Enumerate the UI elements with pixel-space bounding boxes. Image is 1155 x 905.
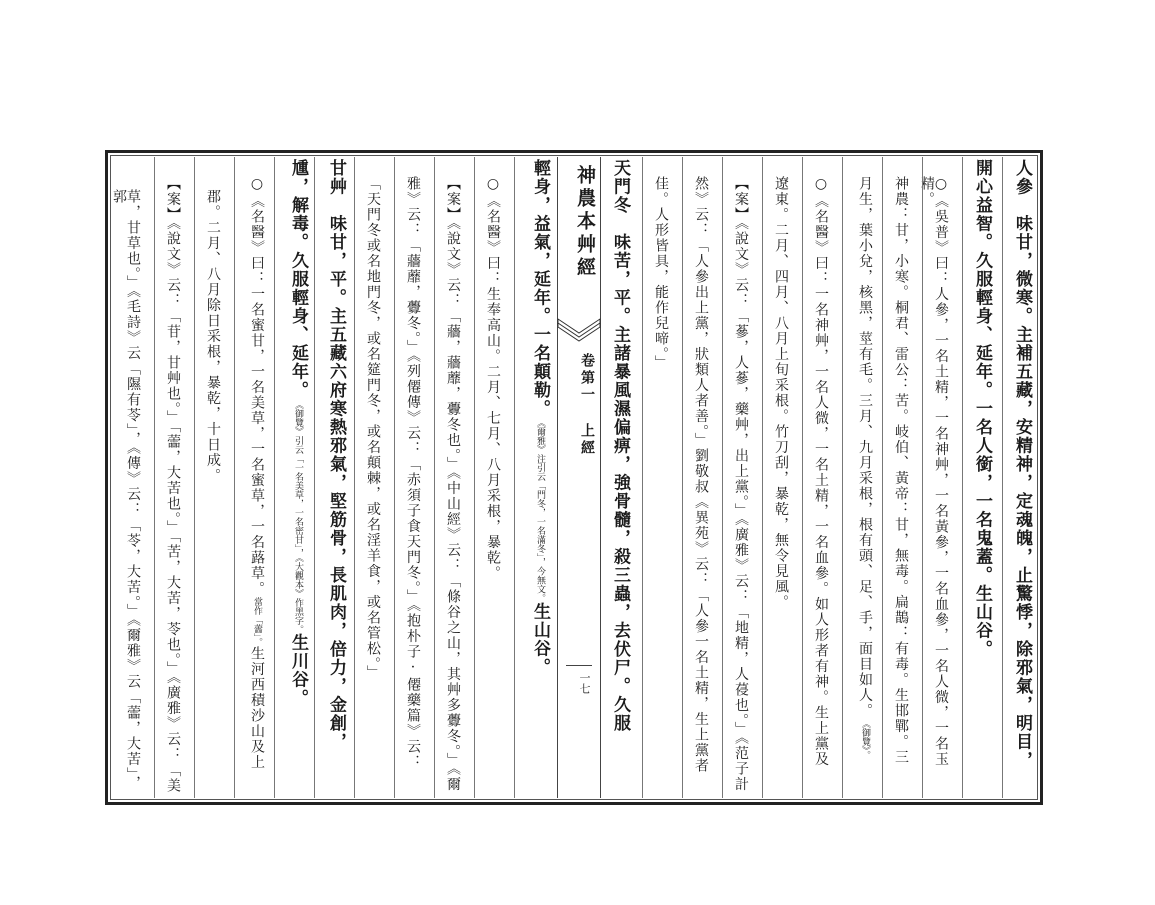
column-rule	[642, 157, 643, 798]
interlinear-note: 《御覽》。	[860, 718, 870, 759]
column-rule	[1002, 157, 1003, 798]
text-column: ○《吳普》曰：人參，一名土精，一名神艸，一名黃參，一名血參，一名人微，一名玉精。	[919, 176, 949, 767]
column-rule	[274, 157, 275, 798]
juan-label: 卷第一 上經	[579, 353, 595, 457]
text-column: 人參 味甘，微寒。主補五藏，安精神，定魂魄，止驚悸，除邪氣，明目，	[1012, 159, 1032, 770]
text-column: 神農：甘，小寒。桐君、雷公：苦。岐伯、黃帝：甘，無毒。扁鵲：有毒。生邯鄲。三	[893, 176, 909, 765]
fish-tail-mark-icon	[558, 315, 600, 345]
column-rule	[434, 157, 435, 798]
text-column: 遼東。二月、四月、八月上旬采根。竹刀刮，暴乾，無令見風。	[773, 176, 789, 610]
text-column: ○《名醫》曰：生奉高山。二月、七月、八月采根，暴乾。	[485, 176, 501, 581]
text-column: 月生，葉小兌，核黑，莖有毛。三月、九月采根，根有頭、足、手，面目如人。《御覽》。	[857, 176, 873, 759]
interlinear-note: 當作「蘦」。	[252, 596, 262, 646]
column-rule	[514, 157, 515, 798]
column-rule	[802, 157, 803, 798]
text-column: 甘艸 味甘，平。主五藏六府寒熱邪氣，堅筋骨，長肌肉，倍力，金創，	[326, 159, 346, 751]
column-rule	[762, 157, 763, 798]
column-rule	[154, 157, 155, 798]
text-column: 草，甘草也。」《毛詩》云「隰有苓」，《傳》云：「苓，大苦。」《爾雅》云「蘦，大苦」，郭	[111, 189, 141, 791]
column-rule	[194, 157, 195, 798]
text-column: 天門冬 味苦，平。主諸暴風濕偏痹，強骨髓，殺三蟲，去伏尸。久服	[610, 159, 630, 733]
column-rule	[682, 157, 683, 798]
column-rule	[314, 157, 315, 798]
text-column: ○《名醫》曰：一名蜜甘，一名美草，一名蜜草，一名蕗草。當作「蘦」。生河西積沙山及上	[249, 176, 265, 770]
text-column: 【案】《說文》云：「蔘，人蔘，藥艸，出上黨。」《廣雅》云：「地精，人葠也。」《范子計	[733, 176, 749, 792]
column-rule	[882, 157, 883, 798]
column-rule	[842, 157, 843, 798]
text-column: 尰，解毒。久服輕身、延年。《御覽》引云「一名美草，一名密甘」，《大觀本》作黑字。生川谷。	[288, 159, 308, 708]
interlinear-note: 《爾雅》注引云「門冬，一名滿冬」，今無文。	[535, 418, 545, 603]
column-rule	[234, 157, 235, 798]
interlinear-note: 《御覽》引云「一名美草，一名密甘」，《大觀本》作黑字。	[293, 399, 303, 634]
text-column: 佳。人形皆具，能作兒啼。」	[653, 176, 669, 371]
text-column: 「天門冬或名地門冬，或名筵門冬，或名顛棘，或名淫羊食，或名管松。」	[365, 176, 381, 681]
text-column: 然》云：「人參出上黨，狀類人者善。」劉敬叔《異苑》云：「人參一名土精，生上黨者	[693, 176, 709, 774]
column-rule	[474, 157, 475, 798]
page-number: 一七	[566, 665, 592, 694]
column-rule	[962, 157, 963, 798]
page-frame	[105, 150, 1043, 805]
column-rule	[922, 157, 923, 798]
center-fold	[557, 157, 601, 798]
text-column: 【案】《說文》云：「蘠，蘠蘼，虋冬也。」《中山經》云：「條谷之山，其艸多虋冬。」《爾	[445, 176, 461, 792]
text-column: 輕身，益氣，延年。一名顛勒。《爾雅》注引云「門冬，一名滿冬」，今無文。生山谷。	[530, 159, 550, 677]
column-rule	[722, 157, 723, 798]
text-column: ○《名醫》曰：一名神艸，一名人微，一名土精，一名血參。如人形者有神。生上黨及	[813, 176, 829, 767]
text-column: 雅》云：「蘠蘼，虋冬。」《列僊傳》云：「赤須子食天門冬。」《抱朴子·僊藥篇》云：	[405, 176, 421, 770]
text-column: 開心益智。久服輕身、延年。一名人銜，一名鬼蓋。生山谷。	[972, 159, 992, 659]
text-column: 【案】《說文》云：「苷，甘艸也。」「蘦，大苦也。」「苦，大苦，苓也。」《廣雅》云：「美	[165, 176, 181, 794]
column-rule	[394, 157, 395, 798]
text-column: 郡。二月、八月除日采根，暴乾，十日成。	[205, 189, 221, 484]
book-title: 神農本艸經	[574, 165, 596, 280]
column-rule	[354, 157, 355, 798]
